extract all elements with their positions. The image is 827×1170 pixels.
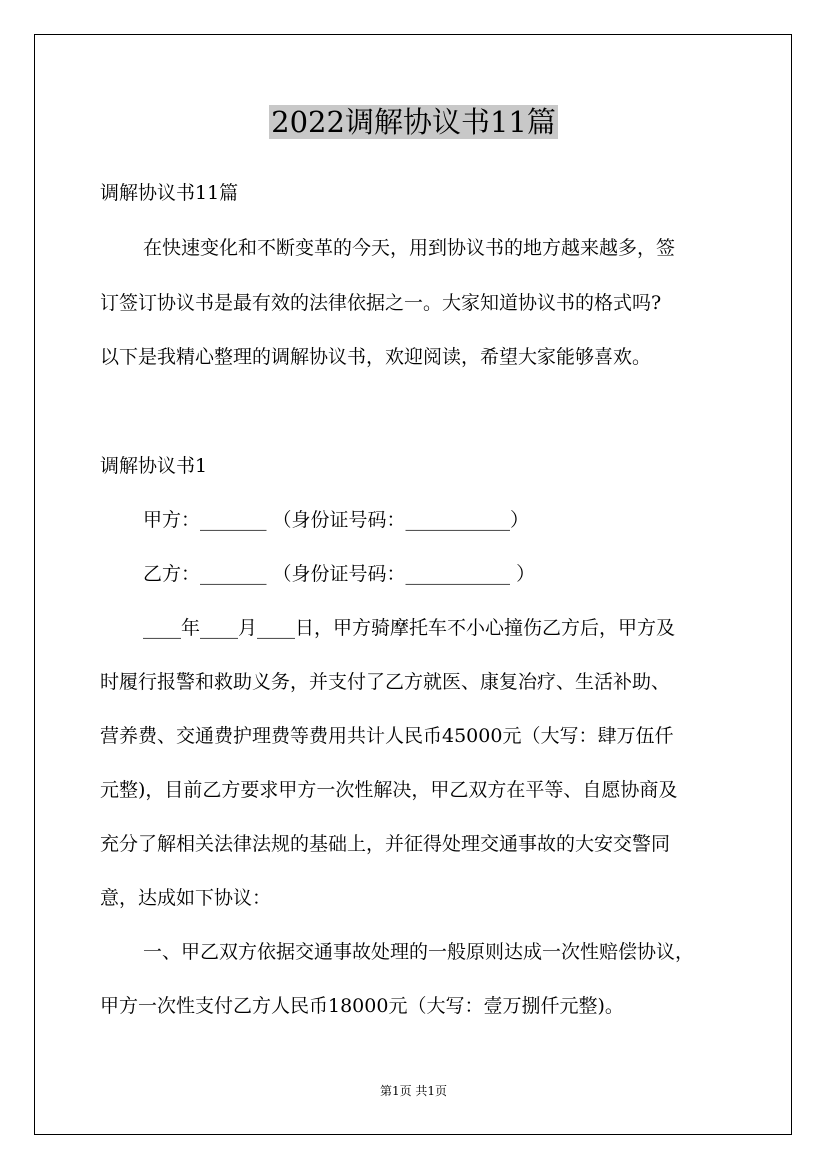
party-a-line: 甲方：_______ （身份证号码：___________） bbox=[143, 509, 530, 531]
paragraph-line: 时履行报警和救助义务，并支付了乙方就医、康复冶疗、生活补助、 bbox=[100, 671, 671, 693]
paragraph-line: 以下是我精心整理的调解协议书，欢迎阅读，希望大家能够喜欢。 bbox=[100, 346, 652, 368]
paragraph-line: 订签订协议书是最有效的法律依据之一。大家知道协议书的格式吗? bbox=[100, 292, 662, 314]
paragraph-line: ____年____月____日，甲方骑摩托车不小心撞伤乙方后，甲方及 bbox=[143, 617, 676, 639]
page-footer: 第1页 共1页 bbox=[379, 1084, 448, 1098]
subtitle-line: 调解协议书11篇 bbox=[100, 182, 239, 204]
paragraph-line: 在快速变化和不断变革的今天，用到协议书的地方越来越多，签 bbox=[143, 237, 676, 259]
clause-line: 甲方一次性支付乙方人民币18000元（大写：壹万捌仟元整)。 bbox=[100, 995, 624, 1017]
paragraph-line: 充分了解相关法律法规的基础上，并征得处理交通事故的大安交警同 bbox=[100, 833, 671, 855]
document-title bbox=[0, 102, 827, 142]
paragraph-line: 元整)，目前乙方要求甲方一次性解决，甲乙双方在平等、自愿协商及 bbox=[100, 779, 678, 801]
paragraph-line: 意，达成如下协议： bbox=[100, 887, 272, 909]
paragraph-line: 营养费、交通费护理费等费用共计人民币45000元（大写：肆万伍仟 bbox=[100, 725, 674, 747]
section-heading: 调解协议书1 bbox=[100, 455, 208, 477]
party-b-line: 乙方：_______ （身份证号码：___________ ） bbox=[143, 563, 536, 585]
clause-line: 一、甲乙双方依据交通事故处理的一般原则达成一次性赔偿协议， bbox=[143, 941, 695, 963]
document-title-text: 2022调解协议书11篇 bbox=[271, 105, 556, 139]
